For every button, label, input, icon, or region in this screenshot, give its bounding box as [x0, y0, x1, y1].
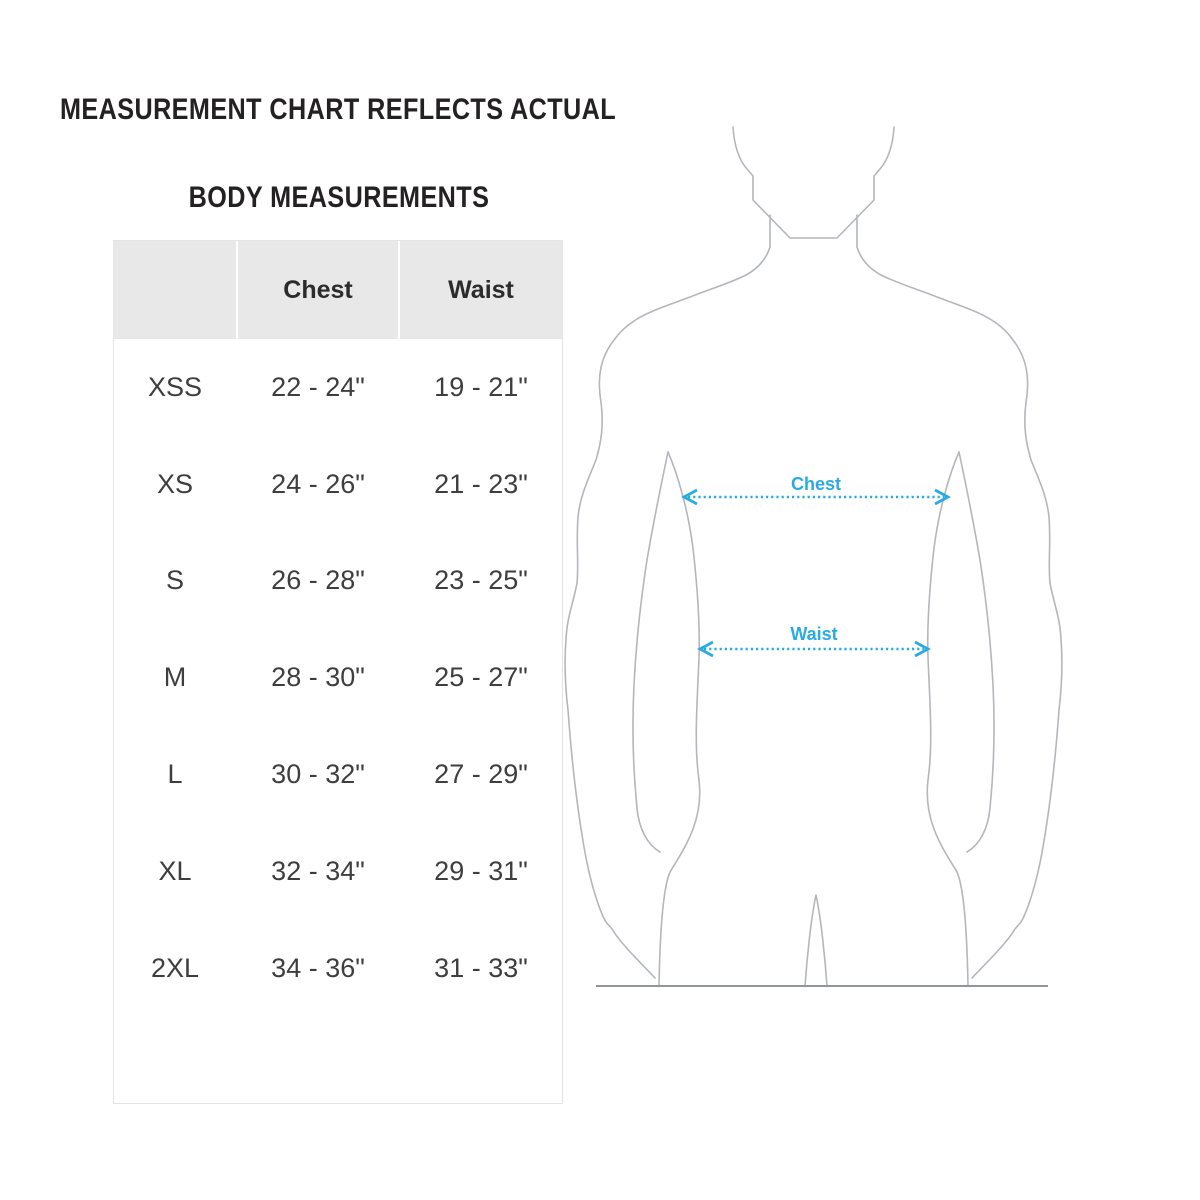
chest-value: 30 - 32" — [271, 759, 365, 790]
body-outline-left-arm — [565, 215, 770, 978]
size-label: XSS — [147, 371, 203, 402]
size-label: L — [167, 759, 183, 790]
table-row — [114, 629, 562, 726]
size-label: XS — [156, 468, 194, 499]
size-label: 2XL — [150, 952, 200, 983]
column-header-chest: Chest — [236, 241, 398, 339]
waist-value: 31 - 33" — [434, 952, 528, 983]
size-label: XL — [158, 855, 192, 886]
page-subtitle-text: BODY MEASUREMENTS — [188, 181, 489, 214]
waist-measurement-arrow — [700, 624, 928, 656]
chest-value: 32 - 34" — [271, 855, 365, 886]
table-row — [114, 823, 562, 920]
chest-value: 26 - 28" — [271, 565, 365, 596]
chest-arrow-right-head — [935, 490, 948, 504]
body-outline-crotch — [805, 895, 827, 986]
size-label: S — [165, 565, 184, 596]
waist-value: 27 - 29" — [434, 759, 528, 790]
chest-arrow-label: Chest — [790, 474, 842, 494]
table-row — [114, 533, 562, 630]
body-outline-head — [733, 127, 894, 238]
table-header-row — [114, 241, 562, 339]
size-label: M — [163, 662, 187, 693]
column-header-waist: Waist — [398, 241, 562, 339]
measurement-table — [113, 240, 563, 1104]
chest-value: 24 - 26" — [271, 468, 365, 499]
chest-value: 28 - 30" — [271, 662, 365, 693]
body-outline-left-inner-arm — [633, 452, 668, 852]
body-outline-right-inner-arm — [959, 452, 994, 852]
waist-value: 19 - 21" — [434, 371, 528, 402]
waist-arrow-label: Waist — [790, 624, 838, 644]
body-outline-right-arm — [857, 215, 1062, 978]
waist-value: 23 - 25" — [434, 565, 528, 596]
waist-value: 21 - 23" — [434, 468, 528, 499]
waist-arrow-right-head — [915, 642, 928, 656]
column-header-size — [114, 241, 236, 339]
chest-value: 22 - 24" — [271, 371, 365, 402]
page-title-text: MEASUREMENT CHART REFLECTS ACTUAL — [60, 93, 617, 126]
waist-value: 29 - 31" — [434, 855, 528, 886]
body-outline-right-torso — [927, 452, 968, 986]
waist-value: 25 - 27" — [434, 662, 528, 693]
chest-value: 34 - 36" — [271, 952, 365, 983]
table-row — [114, 436, 562, 533]
table-row — [114, 920, 562, 1017]
table-row — [114, 726, 562, 823]
body-outline-left-torso — [659, 452, 700, 986]
table-row — [114, 339, 562, 436]
chest-measurement-arrow — [684, 474, 948, 504]
